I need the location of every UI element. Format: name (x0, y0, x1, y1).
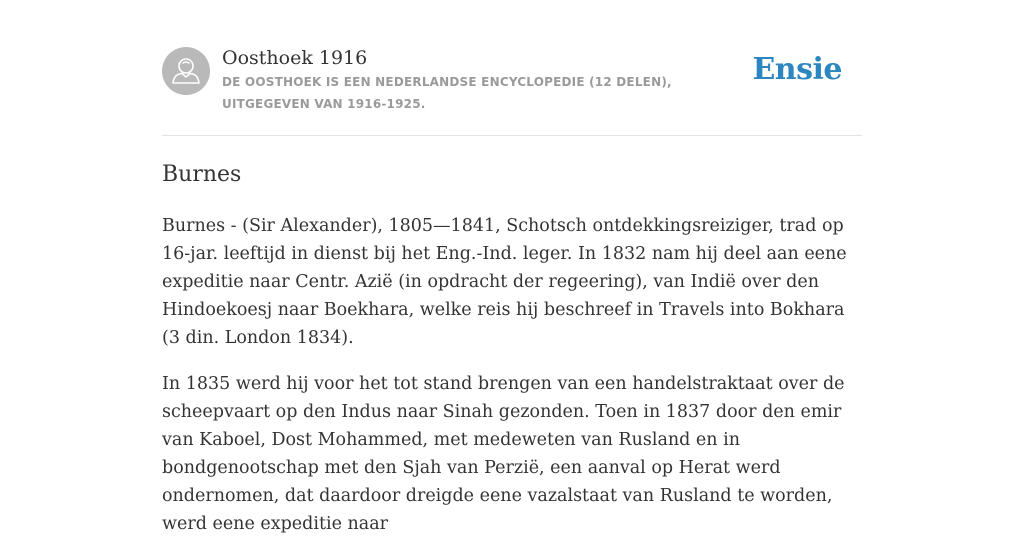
article-paragraph: In 1835 werd hij voor het tot stand brengen van een handelstraktaat over de scheepvaart op den Indus naar Sinah gezonden. Toen in 1837 door den emir van Kaboel, Dost Mohammed, met medeweten van Rusland en in bondgenootschap met den Sjah van Perzië, een aanval op Herat werd ondernomen, dat daardoor dreigde eene vazalstaat van Rusland te worden, werd eene expeditie naar (162, 374, 845, 534)
source-description: DE OOSTHOEK IS EEN NEDERLANDSE ENCYCLOPEDIE (12 DELEN), UITGEGEVEN VAN 1916-1925. (222, 75, 672, 111)
article-body (162, 212, 857, 556)
article-paragraph: Burnes - (Sir Alexander), 1805—1841, Schotsch ontdekkingsreiziger, trad op 16-jar. leeftijd in dienst bij het Eng.-Ind. leger. In 1832 nam hij deel aan eene expeditie naar Centr. Azië (in opdracht der regeering), van Indië over den Hindoekoesj naar Boekhara, welke reis hij beschreef in Travels into Bokhara (3 din. London 1834). (162, 216, 847, 348)
user-icon (162, 47, 210, 95)
source-title[interactable]: Oosthoek 1916 (222, 47, 368, 69)
avatar[interactable] (162, 47, 210, 95)
ensie-logo[interactable]: Ensie (752, 52, 842, 87)
source-header (162, 46, 862, 116)
header-divider (162, 135, 862, 136)
article-title: Burnes (162, 162, 242, 187)
